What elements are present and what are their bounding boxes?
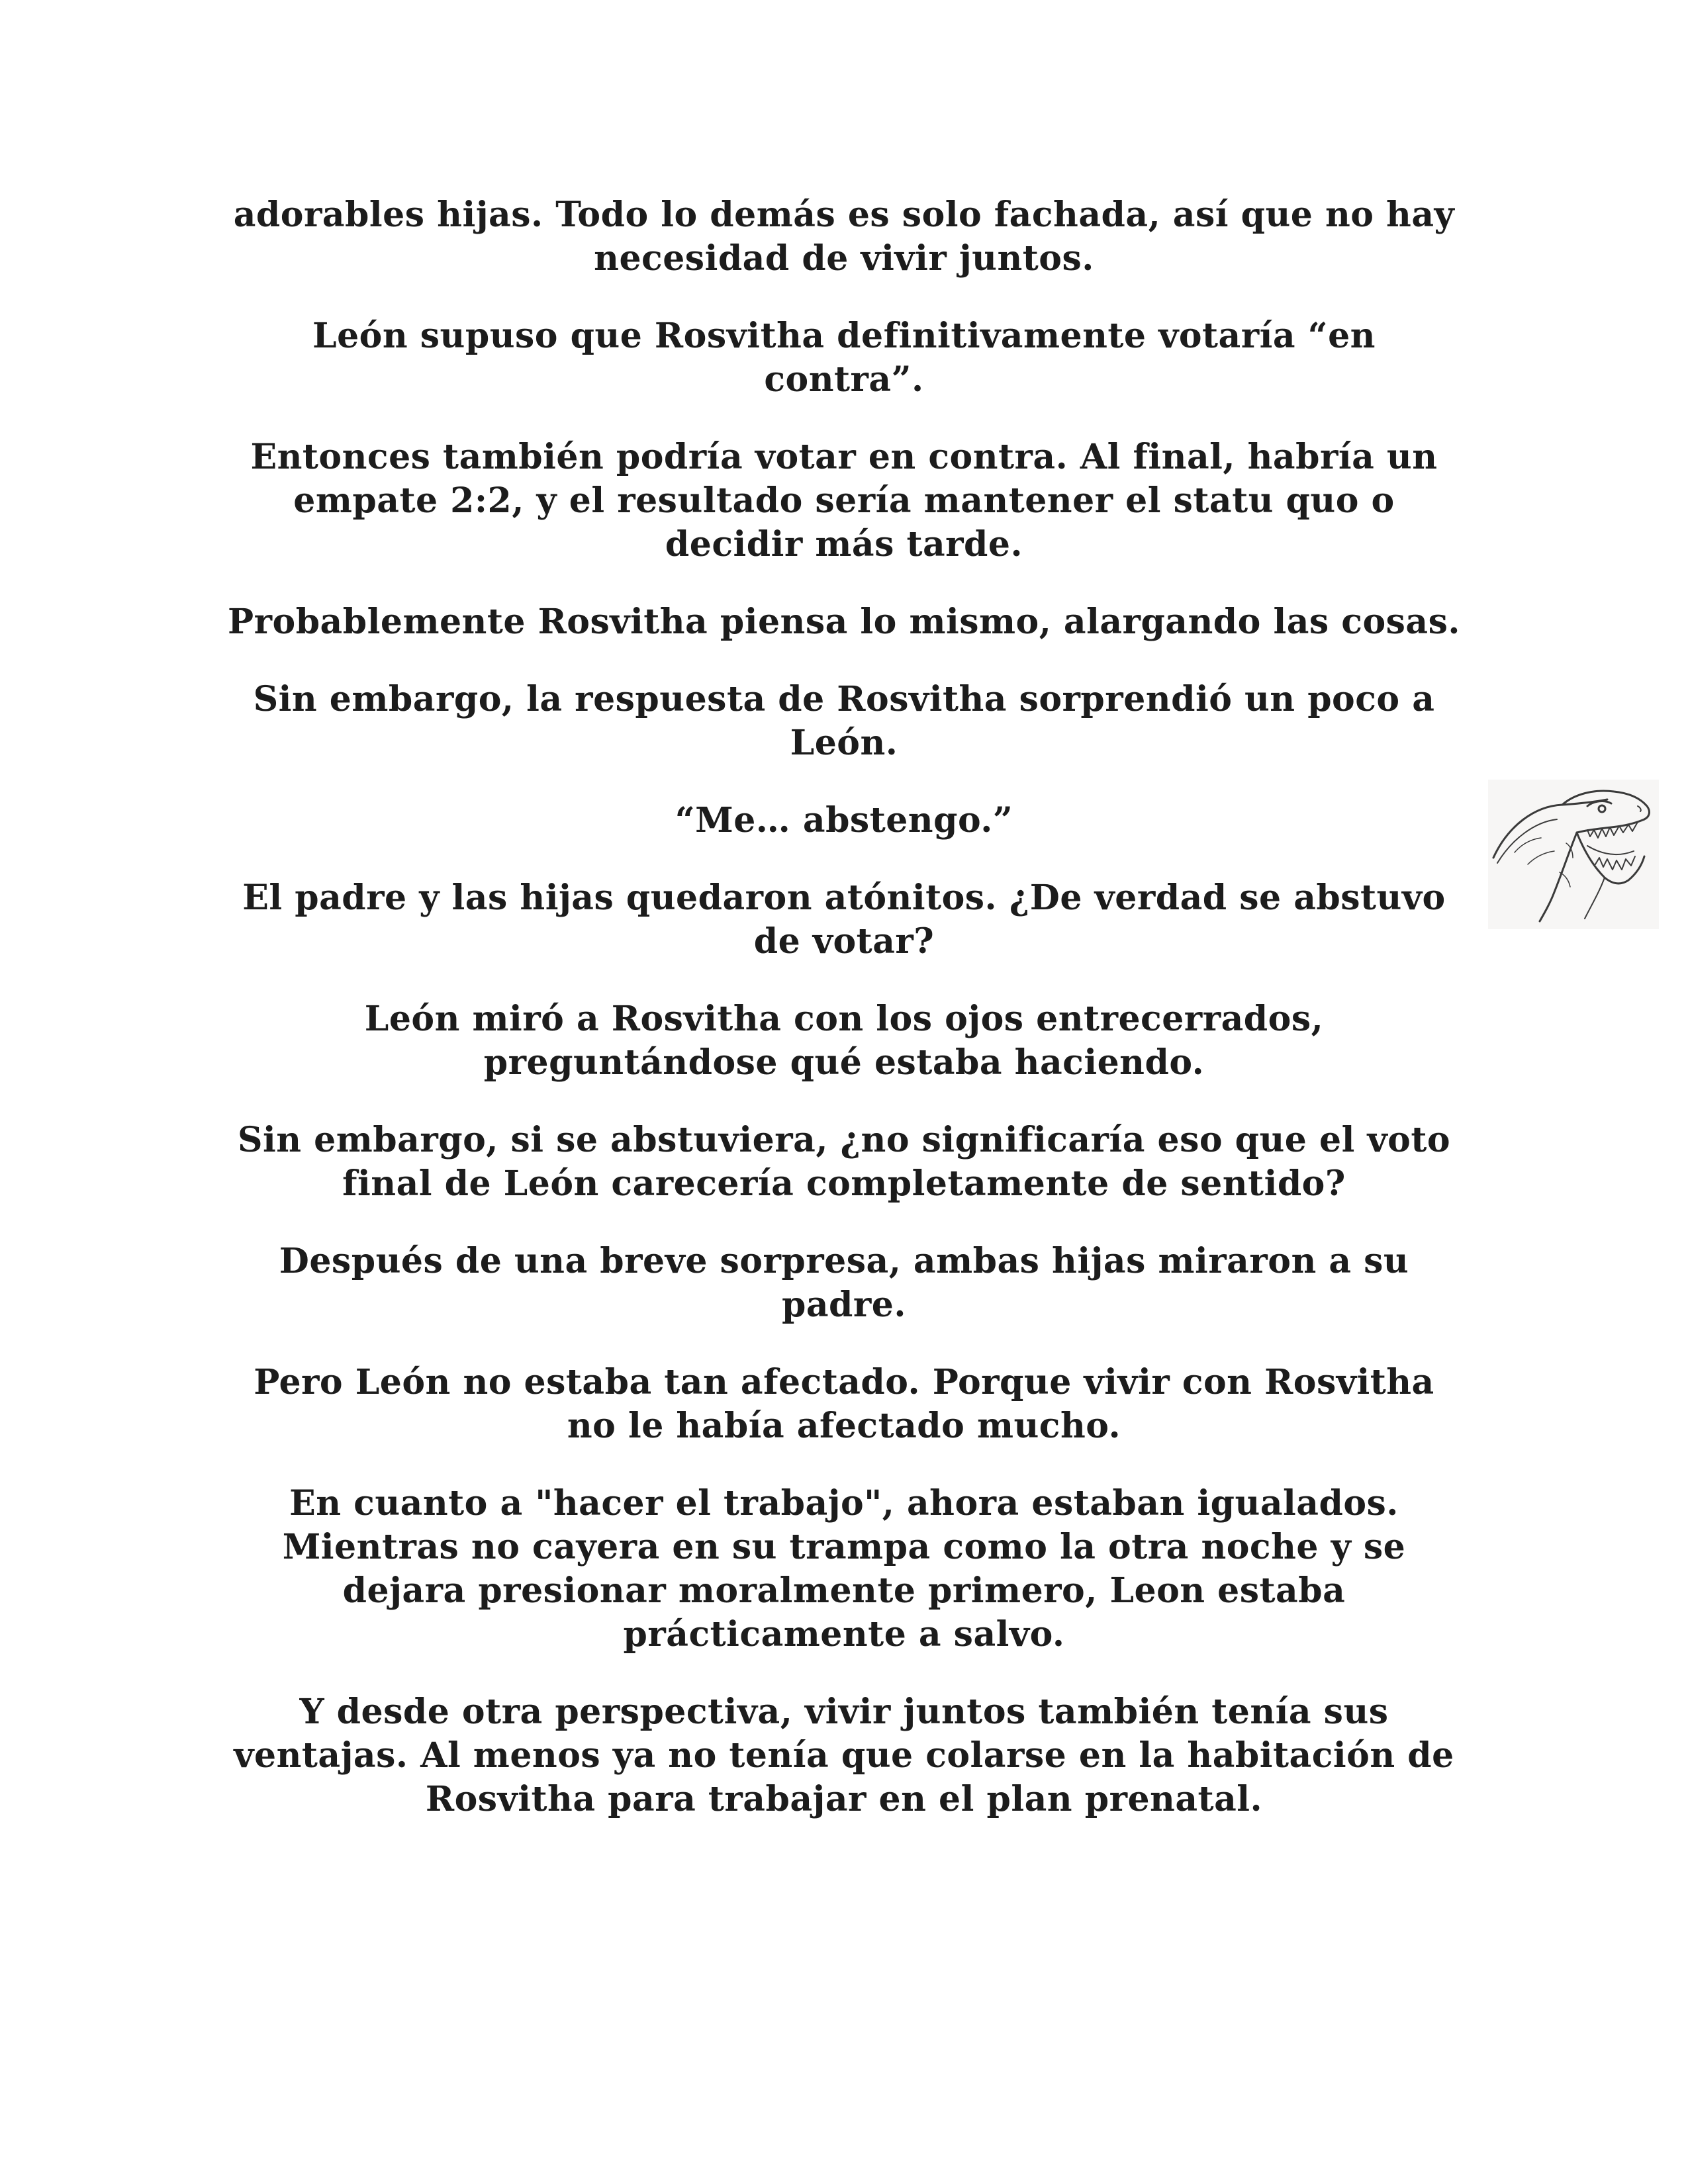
text-line: preguntándose qué estaba haciendo. [483, 1042, 1205, 1083]
dinosaur-sketch-icon [1488, 780, 1659, 929]
text-line: Sin embargo, la respuesta de Rosvitha sorprendió un poco a [253, 679, 1435, 719]
text-line: León miró a Rosvitha con los ojos entrecerrados, [364, 999, 1324, 1039]
text-line: León supuso que Rosvitha definitivamente votaría “en [312, 316, 1376, 356]
text-line: Y desde otra perspectiva, vivir juntos también tenía sus [299, 1692, 1389, 1732]
text-line: Rosvitha para trabajar en el plan prenatal. [425, 1779, 1263, 1819]
text-line: prácticamente a salvo. [623, 1614, 1065, 1655]
paragraph [225, 1690, 1463, 1821]
text-line: Después de una breve sorpresa, ambas hijas miraron a su [279, 1241, 1409, 1281]
text-line: Entonces también podría votar en contra. Al final, habría un [250, 437, 1438, 477]
paragraph [225, 600, 1463, 644]
paragraph [225, 435, 1463, 567]
text-line: ventajas. Al menos ya no tenía que colarse en la habitación de [234, 1735, 1454, 1776]
text-line: adorables hijas. Todo lo demás es solo fachada, así que no hay [233, 195, 1455, 235]
text-line: decidir más tarde. [665, 524, 1023, 565]
paragraph [225, 799, 1463, 842]
text-line: Sin embargo, si se abstuviera, ¿no significaría eso que el voto [237, 1120, 1451, 1160]
text-line: no le había afectado mucho. [567, 1406, 1121, 1446]
text-line: León. [790, 723, 898, 763]
text-line: Pero León no estaba tan afectado. Porque vivir con Rosvitha [254, 1362, 1434, 1402]
text-line: necesidad de vivir juntos. [594, 238, 1094, 279]
text-line: Mientras no cayera en su trampa como la otra noche y se [282, 1527, 1406, 1567]
text-line: padre. [782, 1285, 906, 1325]
paragraph [225, 678, 1463, 765]
text-line: de votar? [753, 921, 935, 962]
paragraph [225, 997, 1463, 1085]
text-line: dejara presionar moralmente primero, Leon estaba [342, 1570, 1346, 1611]
paragraph [225, 193, 1463, 281]
paragraph [225, 1240, 1463, 1327]
body-text [225, 193, 1463, 1855]
text-line: contra”. [764, 359, 924, 400]
paragraph [225, 1118, 1463, 1206]
text-line: final de León carecería completamente de sentido? [342, 1163, 1346, 1204]
paragraph [225, 1361, 1463, 1448]
paragraph [225, 876, 1463, 964]
text-line: En cuanto a "hacer el trabajo", ahora estaban igualados. [289, 1483, 1399, 1524]
text-line: El padre y las hijas quedaron atónitos. ¿De verdad se abstuvo [242, 878, 1446, 918]
text-line: Probablemente Rosvitha piensa lo mismo, alargando las cosas. [228, 602, 1460, 642]
paragraph [225, 314, 1463, 402]
text-line: “Me… abstengo.” [675, 800, 1013, 841]
paragraph [225, 1482, 1463, 1657]
text-line: empate 2:2, y el resultado sería mantener el statu quo o [293, 480, 1395, 521]
